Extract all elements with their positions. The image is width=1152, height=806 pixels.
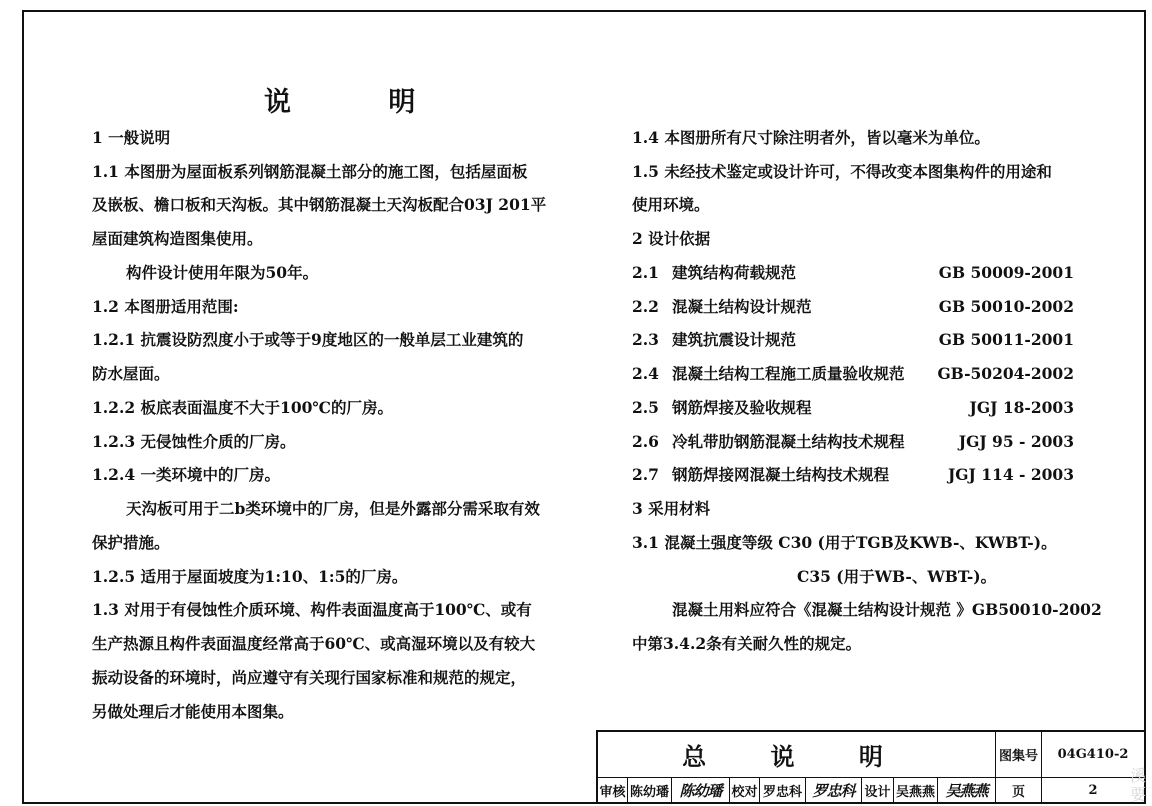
text-line: 3.1 混凝土强度等级 C30 (用于TGB及KWB-、KWBT-)。	[632, 533, 1057, 552]
standard-code: GB 50011-2001	[938, 330, 1074, 349]
standard-name: 钢筋焊接及验收规程	[672, 398, 812, 417]
standard-code: JGJ 18-2003	[969, 398, 1074, 417]
text-line: 及嵌板、檐口板和天沟板。其中钢筋混凝土天沟板配合03J 201平	[92, 195, 547, 214]
text-line: 使用环境。	[632, 195, 710, 214]
title-block	[596, 730, 1144, 802]
standard-name: 混凝土结构设计规范	[672, 297, 812, 316]
text-line: 1.2.5 适用于屋面坡度为1:10、1:5的厂房。	[92, 567, 408, 586]
text-line: 生产热源且构件表面温度经常高于60℃、或高湿环境以及有较大	[92, 634, 536, 653]
standard-number: 2.3	[632, 330, 659, 349]
standard-name: 建筑结构荷载规范	[672, 263, 797, 282]
title-block-name: 总 说 明	[598, 732, 996, 778]
designer-signature: 吴燕燕	[938, 778, 996, 802]
atlas-number-label: 图集号	[996, 732, 1042, 778]
standard-name: 混凝土结构工程施工质量验收规范	[672, 364, 905, 383]
watermark	[1130, 766, 1146, 804]
text-line: 1.4 本图册所有尺寸除注明者外，皆以毫米为单位。	[632, 128, 990, 147]
atlas-number: 04G410-2	[1042, 732, 1144, 778]
text-line: C35 (用于WB-、WBT-)。	[797, 567, 997, 586]
page-title: 说 明	[264, 87, 460, 118]
text-line: 另做处理后才能使用本图集。	[92, 702, 294, 721]
standard-item	[632, 297, 812, 317]
text-line: 1.5 未经技术鉴定或设计许可，不得改变本图集构件的用途和	[632, 162, 1052, 181]
text-line: 1.1 本图册为屋面板系列钢筋混凝土部分的施工图，包括屋面板	[92, 162, 528, 181]
reviewer-signature: 陈幼璠	[672, 778, 730, 802]
check-label: 校对	[730, 778, 760, 802]
text-line: 1.2 本图册适用范围:	[92, 297, 239, 316]
text-line: 屋面建筑构造图集使用。	[92, 229, 263, 248]
checker-name: 罗忠科	[760, 778, 806, 802]
text-line: 1.2.4 一类环境中的厂房。	[92, 465, 281, 484]
watermark-text: 溪 要	[1129, 766, 1146, 804]
standard-item	[632, 398, 812, 418]
standard-item	[632, 364, 905, 384]
standard-item	[632, 263, 796, 283]
text-line: 防水屋面。	[92, 364, 170, 383]
text-line: 1.2.3 无侵蚀性介质的厂房。	[92, 432, 296, 451]
text-line: 1 一般说明	[92, 128, 171, 147]
standard-code: GB 50010-2002	[938, 297, 1074, 316]
standard-name: 建筑抗震设计规范	[672, 330, 797, 349]
standard-code: GB 50009-2001	[938, 263, 1074, 282]
standard-name: 钢筋焊接网混凝土结构技术规程	[672, 465, 890, 484]
text-line: 1.3 对用于有侵蚀性介质环境、构件表面温度高于100℃、或有	[92, 600, 532, 619]
standard-number: 2.2	[632, 297, 659, 316]
designer-name: 吴燕燕	[894, 778, 938, 802]
text-line: 3 采用材料	[632, 499, 711, 518]
text-line: 振动设备的环境时，尚应遵守有关现行国家标准和规范的规定，	[92, 668, 527, 687]
text-line: 1.2.2 板底表面温度不大于100℃的厂房。	[92, 398, 393, 417]
text-line: 天沟板可用于二b类环境中的厂房，但是外露部分需采取有效	[126, 499, 540, 518]
standard-code: JGJ 95 - 2003	[958, 432, 1074, 451]
text-line: 构件设计使用年限为50年。	[126, 263, 319, 282]
design-label: 设计	[862, 778, 894, 802]
standard-number: 2.4	[632, 364, 659, 383]
reviewer-name: 陈幼璠	[628, 778, 672, 802]
standard-number: 2.1	[632, 263, 659, 282]
text-line: 2 设计依据	[632, 229, 711, 248]
checker-signature: 罗忠科	[806, 778, 862, 802]
standard-item	[632, 465, 889, 485]
standard-item	[632, 432, 905, 452]
text-line: 混凝土用料应符合《混凝土结构设计规范 》GB50010-2002	[672, 600, 1102, 619]
standard-code: GB-50204-2002	[937, 364, 1074, 383]
standard-name: 冷轧带肋钢筋混凝土结构技术规程	[672, 432, 905, 451]
standard-number: 2.7	[632, 465, 659, 484]
text-line: 保护措施。	[92, 533, 170, 552]
page-number: 2	[1088, 782, 1098, 798]
standard-number: 2.6	[632, 432, 659, 451]
standard-number: 2.5	[632, 398, 659, 417]
review-label: 审核	[598, 778, 628, 802]
standard-code: JGJ 114 - 2003	[947, 465, 1074, 484]
text-line: 中第3.4.2条有关耐久性的规定。	[632, 634, 862, 653]
text-line: 1.2.1 抗震设防烈度小于或等于9度地区的一般单层工业建筑的	[92, 330, 524, 349]
standard-item	[632, 330, 796, 350]
page-label: 页	[996, 778, 1042, 802]
